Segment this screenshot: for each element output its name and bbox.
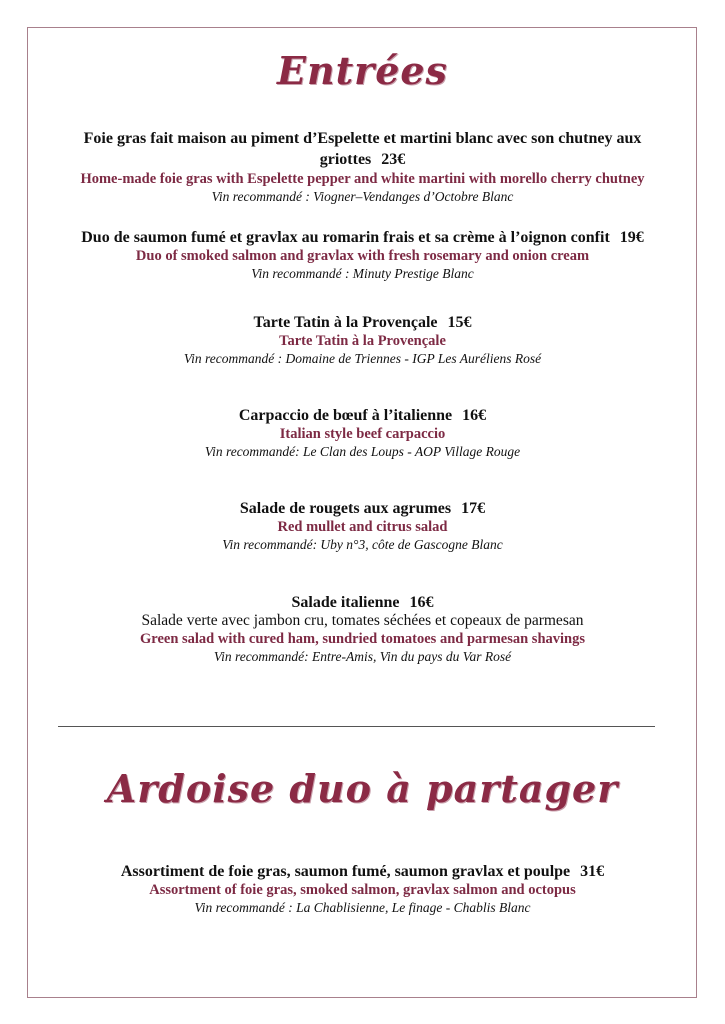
wine-recommendation: Vin recommandé : La Chablisienne, Le finage - Chablis Blanc [194,900,531,915]
menu-item [30,314,695,368]
dish-price: 23€ [381,151,406,168]
section-divider [58,726,655,727]
wine-recommendation: Vin recommandé : Domaine de Triennes - IGP Les Auréliens Rosé [183,351,542,366]
dish-name: Salade italienne [291,594,400,611]
dish-price: 19€ [619,229,644,246]
dish-name-english: Green salad with cured ham, sundried tomatoes and parmesan shavings [140,631,585,647]
menu-item [30,594,695,666]
dish-name: Assortiment de foie gras, saumon fumé, saumon gravlax et poulpe [120,863,571,880]
wine-recommendation: Vin recommandé : Viogner–Vendanges d’Octobre Blanc [211,189,514,204]
menu-item [30,229,695,283]
dish-name-english: Assortment of foie gras, smoked salmon, gravlax salmon and octopus [149,882,576,898]
menu-item [30,863,695,917]
dish-price: 15€ [447,314,472,331]
dish-name: Foie gras fait maison au piment d’Espelette et martini blanc avec son chutney aux [83,130,642,147]
wine-recommendation: Vin recommandé: Le Clan des Loups - AOP Village Rouge [204,444,521,459]
dish-name-english: Italian style beef carpaccio [279,426,446,442]
dish-price: 31€ [580,863,605,880]
dish-name-english: Home-made foie gras with Espelette pepper and white martini with morello cherry chutney [80,171,645,187]
wine-recommendation: Vin recommandé: Entre-Amis, Vin du pays du Var Rosé [213,649,512,664]
wine-recommendation: Vin recommandé : Minuty Prestige Blanc [251,266,474,281]
dish-price: 16€ [409,594,434,611]
dish-name: Salade de rougets aux agrumes [239,500,452,517]
dish-description: Salade verte avec jambon cru, tomates séchées et copeaux de parmesan [141,612,584,629]
menu-item [30,407,695,461]
dish-price: 17€ [461,500,486,517]
dish-name: Tarte Tatin à la Provençale [253,314,438,331]
section-title-ardoise: Ardoise duo à partager [106,766,619,811]
section-title-entrees: Entrées [277,48,448,93]
menu-item [30,500,695,554]
dish-name: Duo de saumon fumé et gravlax au romarin frais et sa crème à l’oignon confit [81,229,610,246]
menu-item [30,128,695,206]
dish-name-english: Duo of smoked salmon and gravlax with fresh rosemary and onion cream [135,248,590,264]
dish-name-cont: griottes [319,151,372,168]
dish-name-english: Red mullet and citrus salad [277,519,448,535]
dish-name-english: Tarte Tatin à la Provençale [279,333,446,349]
dish-name: Carpaccio de bœuf à l’italienne [238,407,453,424]
wine-recommendation: Vin recommandé: Uby n°3, côte de Gascogne Blanc [222,537,503,552]
dish-price: 16€ [462,407,487,424]
